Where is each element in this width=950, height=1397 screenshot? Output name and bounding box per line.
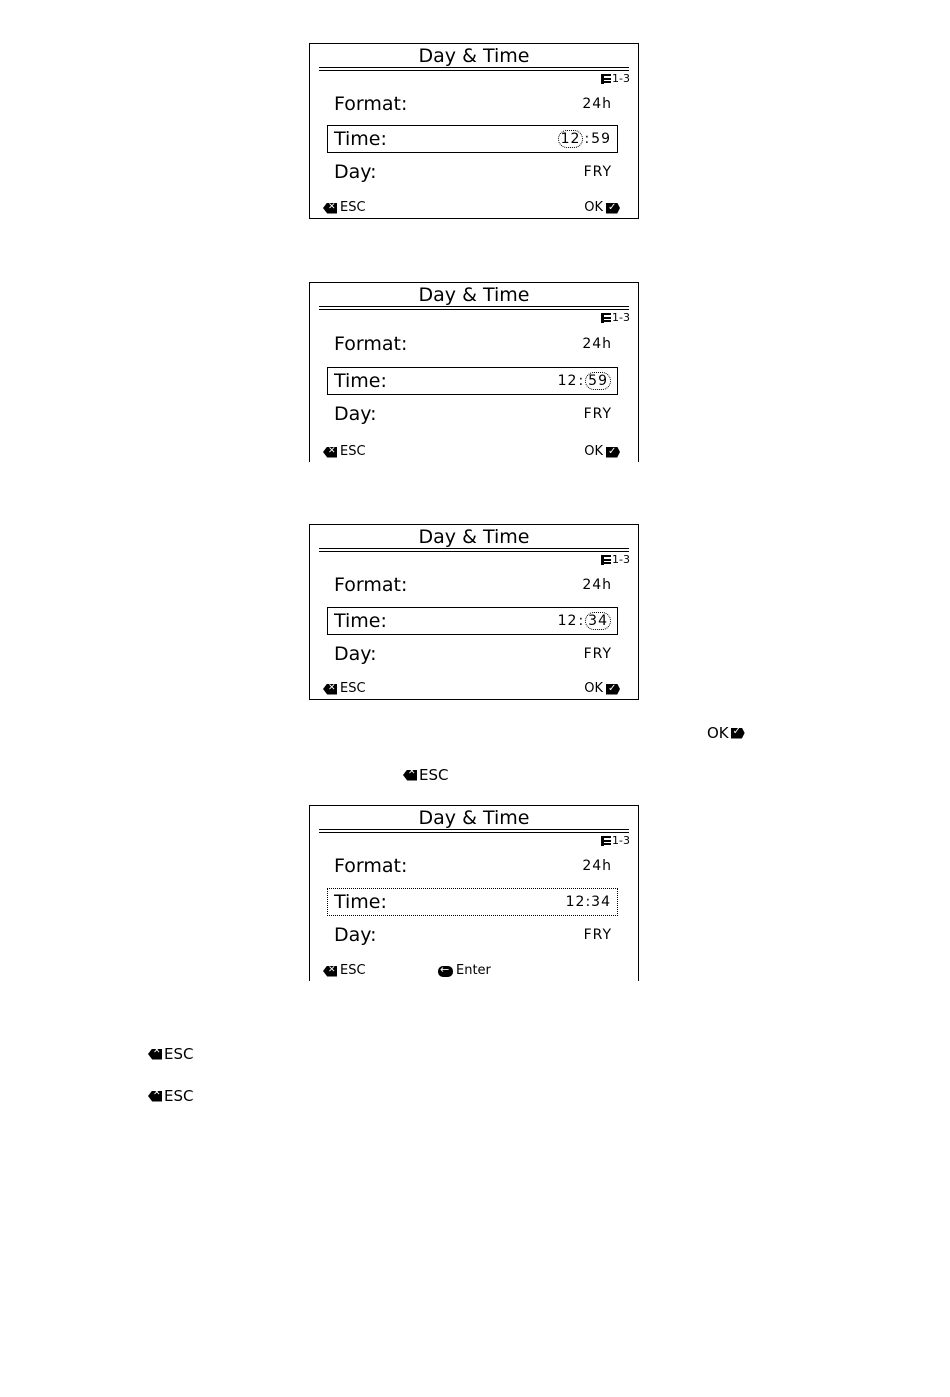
minutes-field[interactable]: 34 (585, 612, 611, 630)
esc-icon (323, 447, 337, 458)
title-divider (319, 67, 629, 68)
day-label: Day: (334, 924, 377, 946)
time-value[interactable]: 12: 34 (558, 607, 611, 635)
day-value: FRY (583, 646, 612, 662)
inline-ok-key: OK ✓ (707, 724, 745, 742)
enter-softkey[interactable]: ← Enter (438, 964, 491, 978)
esc-softkey[interactable]: ✕ ESC (323, 201, 366, 215)
screen-title: Day & Time (418, 45, 530, 67)
format-value: 24h (582, 858, 612, 874)
esc-icon (323, 203, 337, 214)
format-row[interactable] (328, 571, 618, 599)
title-divider (319, 832, 629, 833)
time-value[interactable]: 12 :59 (558, 125, 611, 153)
esc-icon (148, 1049, 162, 1060)
title-divider (319, 548, 629, 549)
enter-icon (438, 966, 453, 977)
lcd-screen-3 (309, 524, 639, 700)
screen-title: Day & Time (418, 284, 530, 306)
screen-title: Day & Time (418, 526, 530, 548)
list-icon (601, 74, 611, 84)
format-value: 24h (582, 96, 612, 112)
hours-field[interactable]: 12 (557, 373, 578, 389)
day-value: FRY (583, 927, 612, 943)
esc-icon (403, 770, 417, 781)
format-value: 24h (582, 336, 612, 352)
day-value: FRY (583, 164, 612, 180)
esc-softkey[interactable]: ✕ ESC (323, 445, 366, 459)
time-label: Time: (334, 128, 387, 150)
time-row[interactable] (327, 125, 618, 153)
minutes-field[interactable]: 59 (585, 372, 611, 390)
format-label: Format: (334, 93, 408, 115)
format-label: Format: (334, 855, 408, 877)
time-label: Time: (334, 610, 387, 632)
day-value: FRY (583, 406, 612, 422)
esc-icon (323, 684, 337, 695)
format-value: 24h (582, 577, 612, 593)
screen-title: Day & Time (418, 807, 530, 829)
ok-softkey[interactable]: OK ✓ (584, 445, 620, 459)
page-indicator: 1-3 (601, 73, 630, 85)
day-row[interactable] (328, 158, 618, 186)
time-row[interactable] (327, 367, 618, 395)
format-row[interactable] (328, 852, 618, 880)
list-icon (601, 836, 611, 846)
hours-field[interactable]: 12 (558, 130, 584, 148)
page-indicator: 1-3 (601, 835, 630, 847)
lcd-screen-4 (309, 805, 639, 981)
esc-icon (323, 966, 337, 977)
title-divider (319, 309, 629, 310)
time-value[interactable]: 12: 59 (558, 367, 611, 395)
ok-icon (606, 447, 620, 458)
day-label: Day: (334, 161, 377, 183)
day-row[interactable] (328, 921, 618, 949)
inline-esc-key: ✕ ESC (403, 766, 448, 784)
time-row[interactable] (327, 607, 618, 635)
title-divider (319, 306, 629, 307)
inline-esc-key: ✕ ESC (148, 1045, 193, 1063)
day-row[interactable] (328, 400, 618, 428)
esc-icon (148, 1091, 162, 1102)
day-label: Day: (334, 643, 377, 665)
title-divider (319, 829, 629, 830)
time-label: Time: (334, 891, 387, 913)
lcd-screen-1 (309, 43, 639, 219)
day-label: Day: (334, 403, 377, 425)
ok-icon (606, 684, 620, 695)
lcd-screen-2 (309, 282, 639, 462)
list-icon (601, 555, 611, 565)
hours-field[interactable]: 12 (557, 613, 578, 629)
list-icon (601, 313, 611, 323)
time-label: Time: (334, 370, 387, 392)
ok-icon (606, 203, 620, 214)
page-indicator: 1-3 (601, 312, 630, 324)
time-value[interactable]: 12:34 (565, 894, 611, 910)
time-row[interactable] (327, 888, 618, 916)
minutes-field[interactable]: 59 (591, 131, 611, 147)
format-label: Format: (334, 574, 408, 596)
format-row[interactable] (328, 90, 618, 118)
day-row[interactable] (328, 640, 618, 668)
format-row[interactable] (328, 330, 618, 358)
inline-esc-key: ✕ ESC (148, 1087, 193, 1105)
ok-softkey[interactable]: OK ✓ (584, 682, 620, 696)
ok-softkey[interactable]: OK ✓ (584, 201, 620, 215)
page-indicator: 1-3 (601, 554, 630, 566)
esc-softkey[interactable]: ✕ ESC (323, 682, 366, 696)
esc-softkey[interactable]: ✕ ESC (323, 964, 366, 978)
title-divider (319, 70, 629, 71)
title-divider (319, 551, 629, 552)
format-label: Format: (334, 333, 408, 355)
ok-icon (731, 728, 745, 739)
